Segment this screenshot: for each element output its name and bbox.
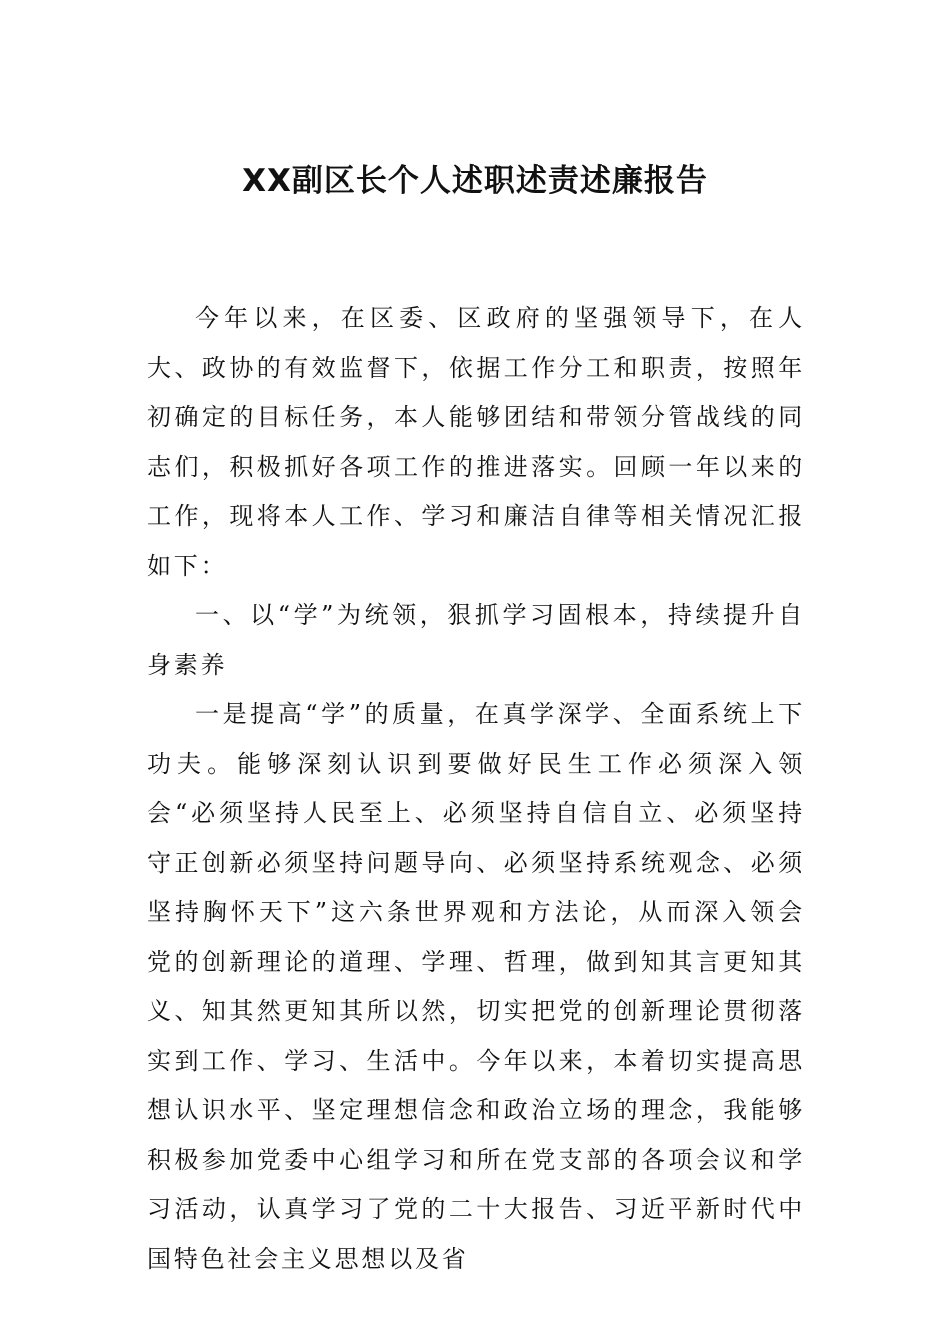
- paragraph-study-quality: 一是提高“学”的质量，在真学深学、全面系统上下功夫。能够深刻认识到要做好民生工作必须深入领会“必须坚持人民至上、必须坚持自信自立、必须坚持守正创新必须坚持问题导向、必须坚持系统观念、必须坚持胸怀天下”这六条世界观和方法论，从而深入领会党的创新理论的道理、学理、哲理，做到知其言更知其义、知其然更知其所以然，切实把党的创新理论贯彻落实到工作、学习、生活中。今年以来，本着切实提高思想认识水平、坚定理想信念和政治立场的理念，我能够积极参加党委中心组学习和所在党支部的各项会议和学习活动，认真学习了党的二十大报告、习近平新时代中国特色社会主义思想以及省: [147, 700, 805, 1273]
- document-title: XX副区长个人述职述责述廉报告: [242, 163, 708, 199]
- document-body: [147, 294, 805, 1284]
- paragraph-intro: 今年以来，在区委、区政府的坚强领导下，在人大、政协的有效监督下，依据工作分工和职责，按照年初确定的目标任务，本人能够团结和带领分管战线的同志们，积极抓好各项工作的推进落实。回顾一年以来的工作，现将本人工作、学习和廉洁自律等相关情况汇报如下：: [147, 304, 805, 580]
- section-heading-1: 一、以“学”为统领，狠抓学习固根本，持续提升自身素养: [147, 601, 805, 679]
